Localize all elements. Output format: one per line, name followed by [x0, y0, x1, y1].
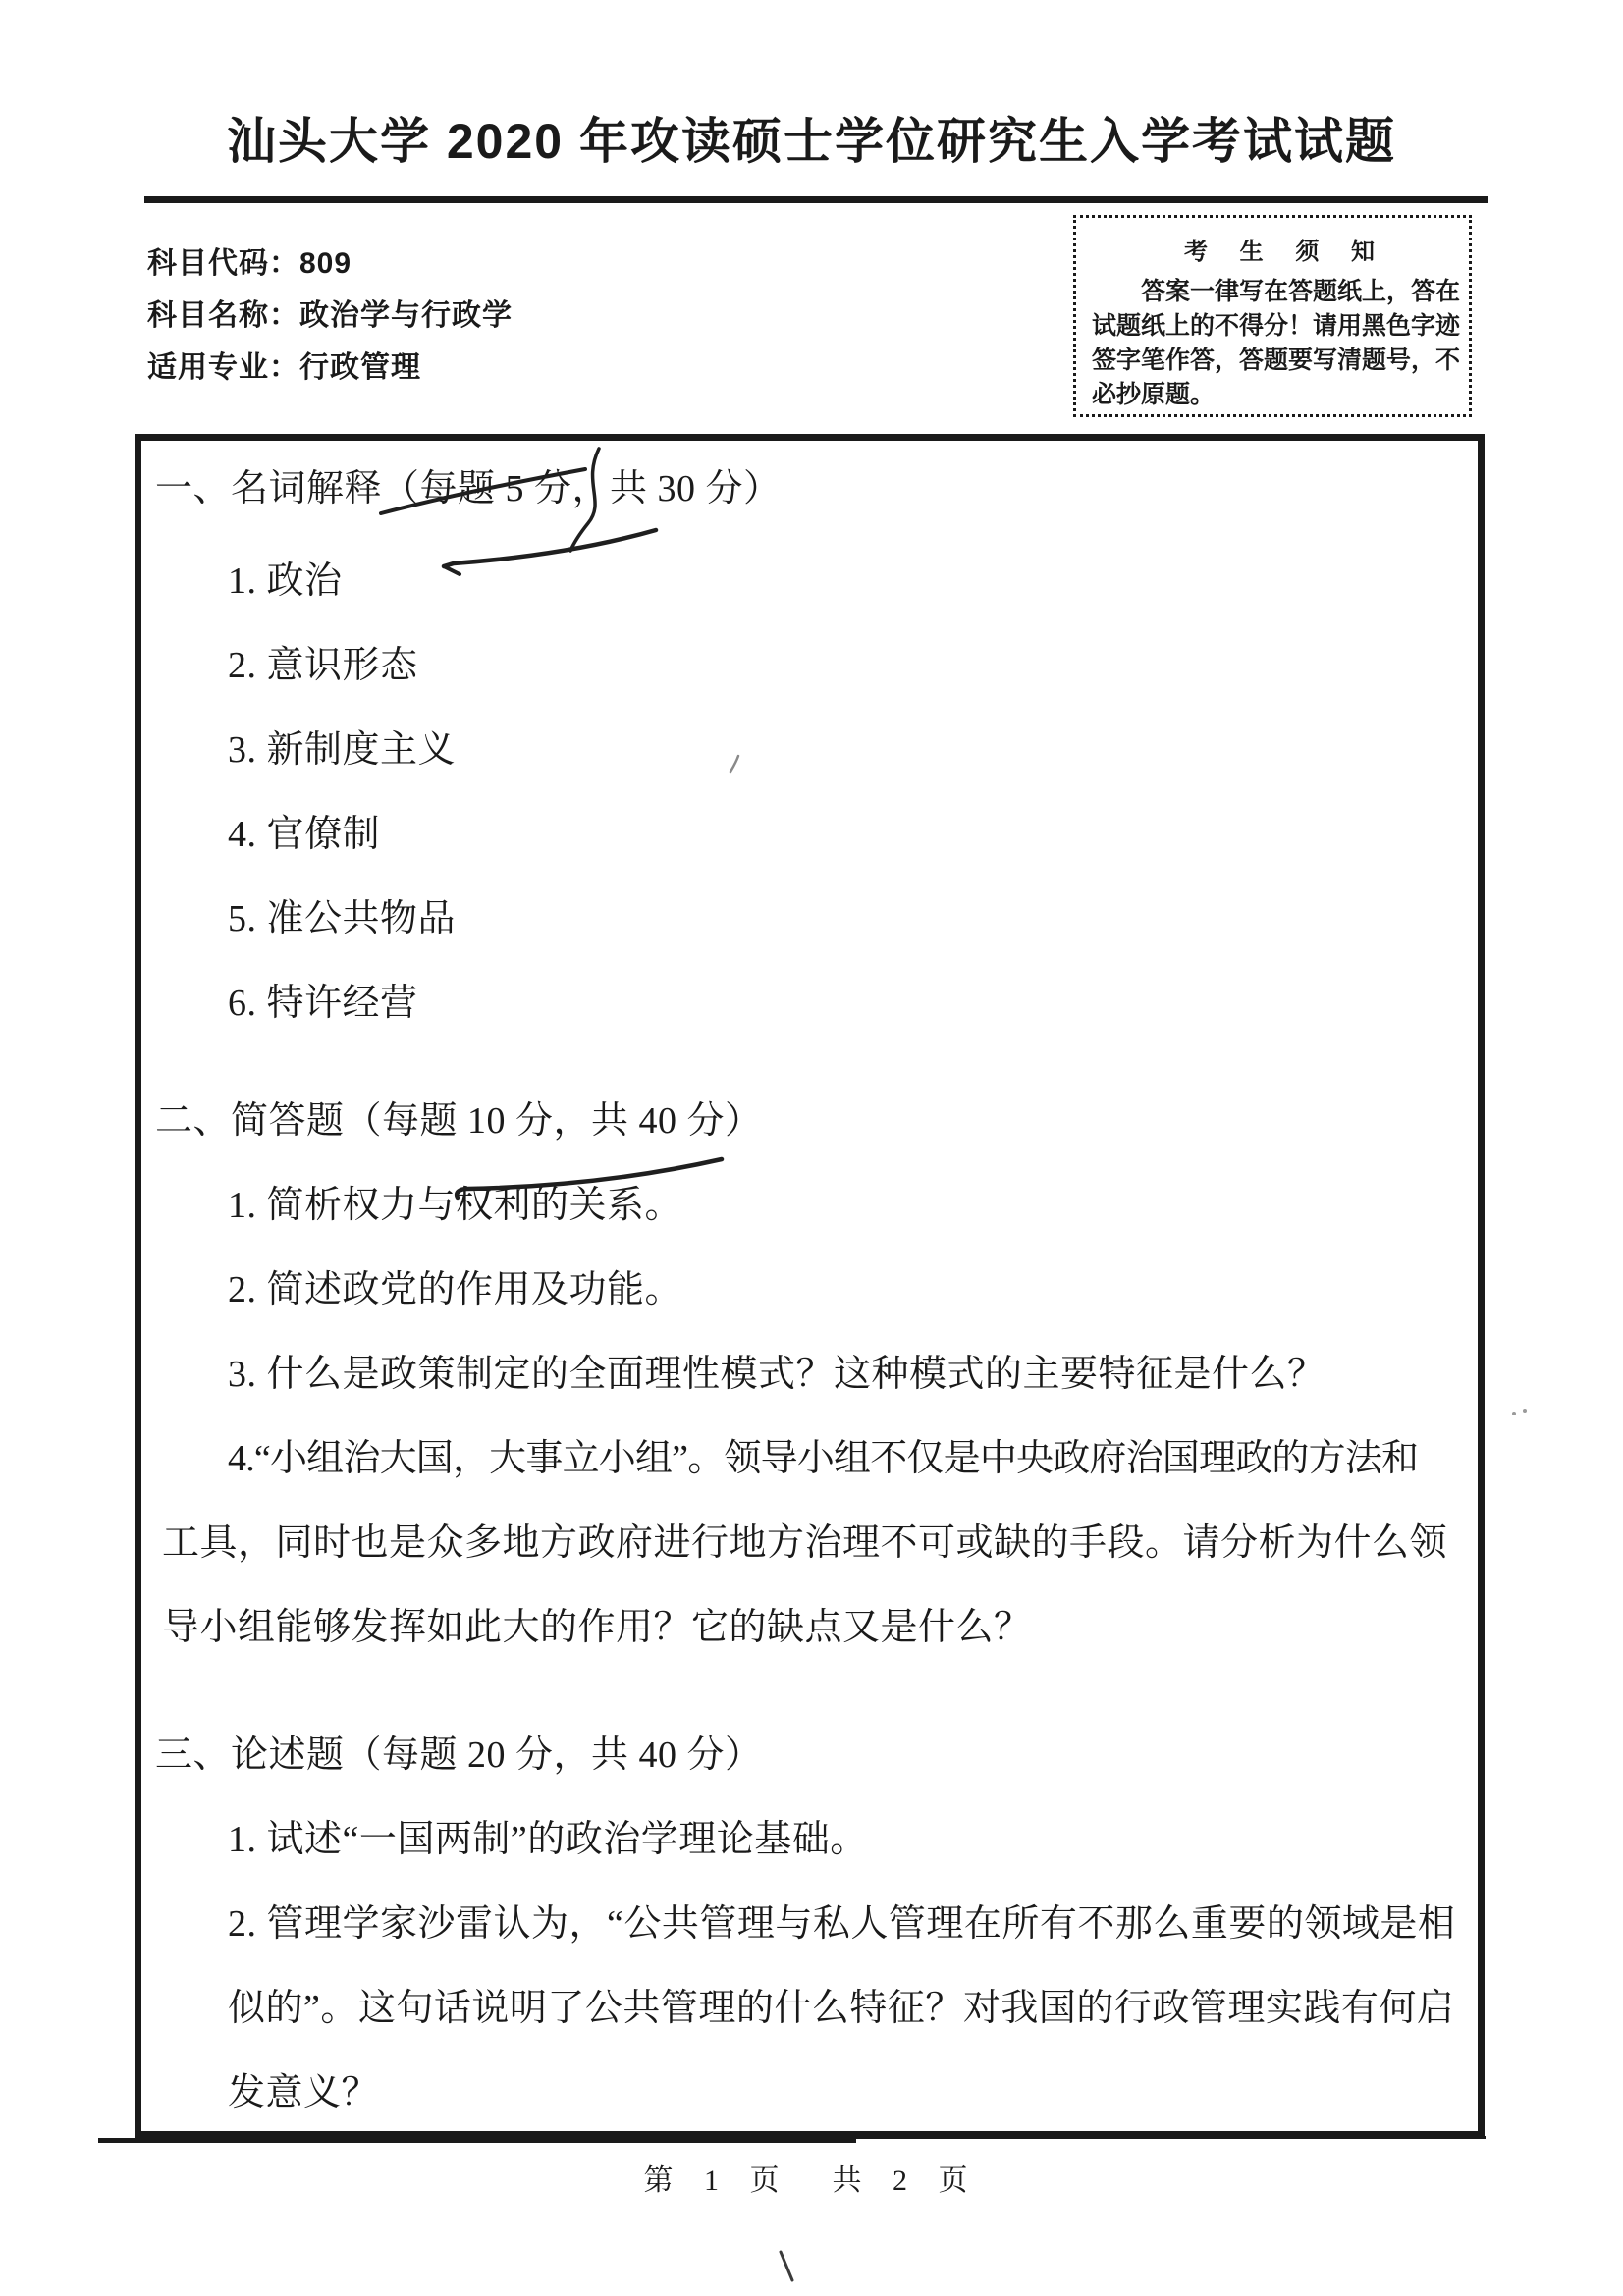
subject-name-line — [147, 291, 513, 334]
section-heading: 三、论述题（每题 20 分，共 40 分） — [155, 1735, 763, 1776]
question-item-continuation: 发意义？ — [228, 2072, 380, 2113]
question-item: 4.“小组治大国，大事立小组”。领导小组不仅是中央政府治国理政的方法和 — [228, 1438, 1419, 1479]
stray-pen-mark — [781, 2252, 792, 2280]
question-item: 1. 试述“一国两制”的政治学理论基础。 — [228, 1819, 868, 1860]
question-item: 1. 简析权力与权利的关系。 — [228, 1185, 683, 1226]
examinee-notice-box — [1073, 215, 1472, 417]
subject-code-value: 809 — [299, 247, 352, 280]
question-item-continuation: 似的”。这句话说明了公共管理的什么特征？对我国的行政管理实践有何启 — [228, 1988, 1455, 2029]
question-item: 6. 特许经营 — [228, 983, 418, 1024]
scan-artifact-line — [854, 2136, 1486, 2139]
question-item: 3. 新制度主义 — [228, 729, 457, 771]
section-heading: 二、简答题（每题 10 分，共 40 分） — [155, 1100, 763, 1142]
notice-line: 签字笔作答，答题要写清题号，不 — [1092, 347, 1461, 374]
question-item-continuation: 导小组能够发挥如此大的作用？它的缺点又是什么？ — [162, 1607, 1032, 1648]
scan-artifact-line — [98, 2138, 856, 2143]
ink-speck — [1512, 1412, 1516, 1415]
title-divider — [144, 196, 1488, 203]
notice-title: 考 生 须 知 — [1183, 239, 1387, 265]
question-item: 4. 官僚制 — [228, 814, 381, 855]
question-item: 2. 管理学家沙雷认为，“公共管理与私人管理在所有不那么重要的领域是相 — [228, 1903, 1456, 1945]
applicable-major-value: 行政管理 — [299, 351, 421, 384]
applicable-major-line — [147, 343, 421, 386]
subject-name-value: 政治学与行政学 — [299, 299, 513, 332]
subject-name-label: 科目名称： — [147, 299, 299, 332]
notice-line: 答案一律写在答题纸上，答在 — [1141, 278, 1461, 305]
question-item: 1. 政治 — [228, 561, 343, 602]
notice-line: 必抄原题。 — [1092, 381, 1216, 408]
applicable-major-label: 适用专业： — [147, 351, 299, 384]
question-item: 2. 意识形态 — [228, 645, 418, 686]
page-title: 汕头大学 2020 年攻读硕士学位研究生入学考试试题 — [226, 114, 1396, 169]
subject-code-label: 科目代码： — [147, 247, 299, 280]
ink-speck — [1523, 1409, 1527, 1413]
notice-line: 试题纸上的不得分！请用黑色字迹 — [1092, 312, 1461, 340]
question-item-continuation: 工具，同时也是众多地方政府进行地方治理不可或缺的手段。请分析为什么领 — [162, 1522, 1448, 1564]
question-item: 5. 准公共物品 — [228, 898, 457, 939]
question-item: 2. 简述政党的作用及功能。 — [228, 1269, 683, 1310]
section-heading: 一、名词解释（每题 5 分，共 30 分） — [155, 468, 782, 509]
question-item: 3. 什么是政策制定的全面理性模式？这种模式的主要特征是什么？ — [228, 1354, 1325, 1395]
subject-code-line — [147, 239, 352, 282]
page-number-footer: 第 1 页 共 2 页 — [643, 2164, 980, 2197]
